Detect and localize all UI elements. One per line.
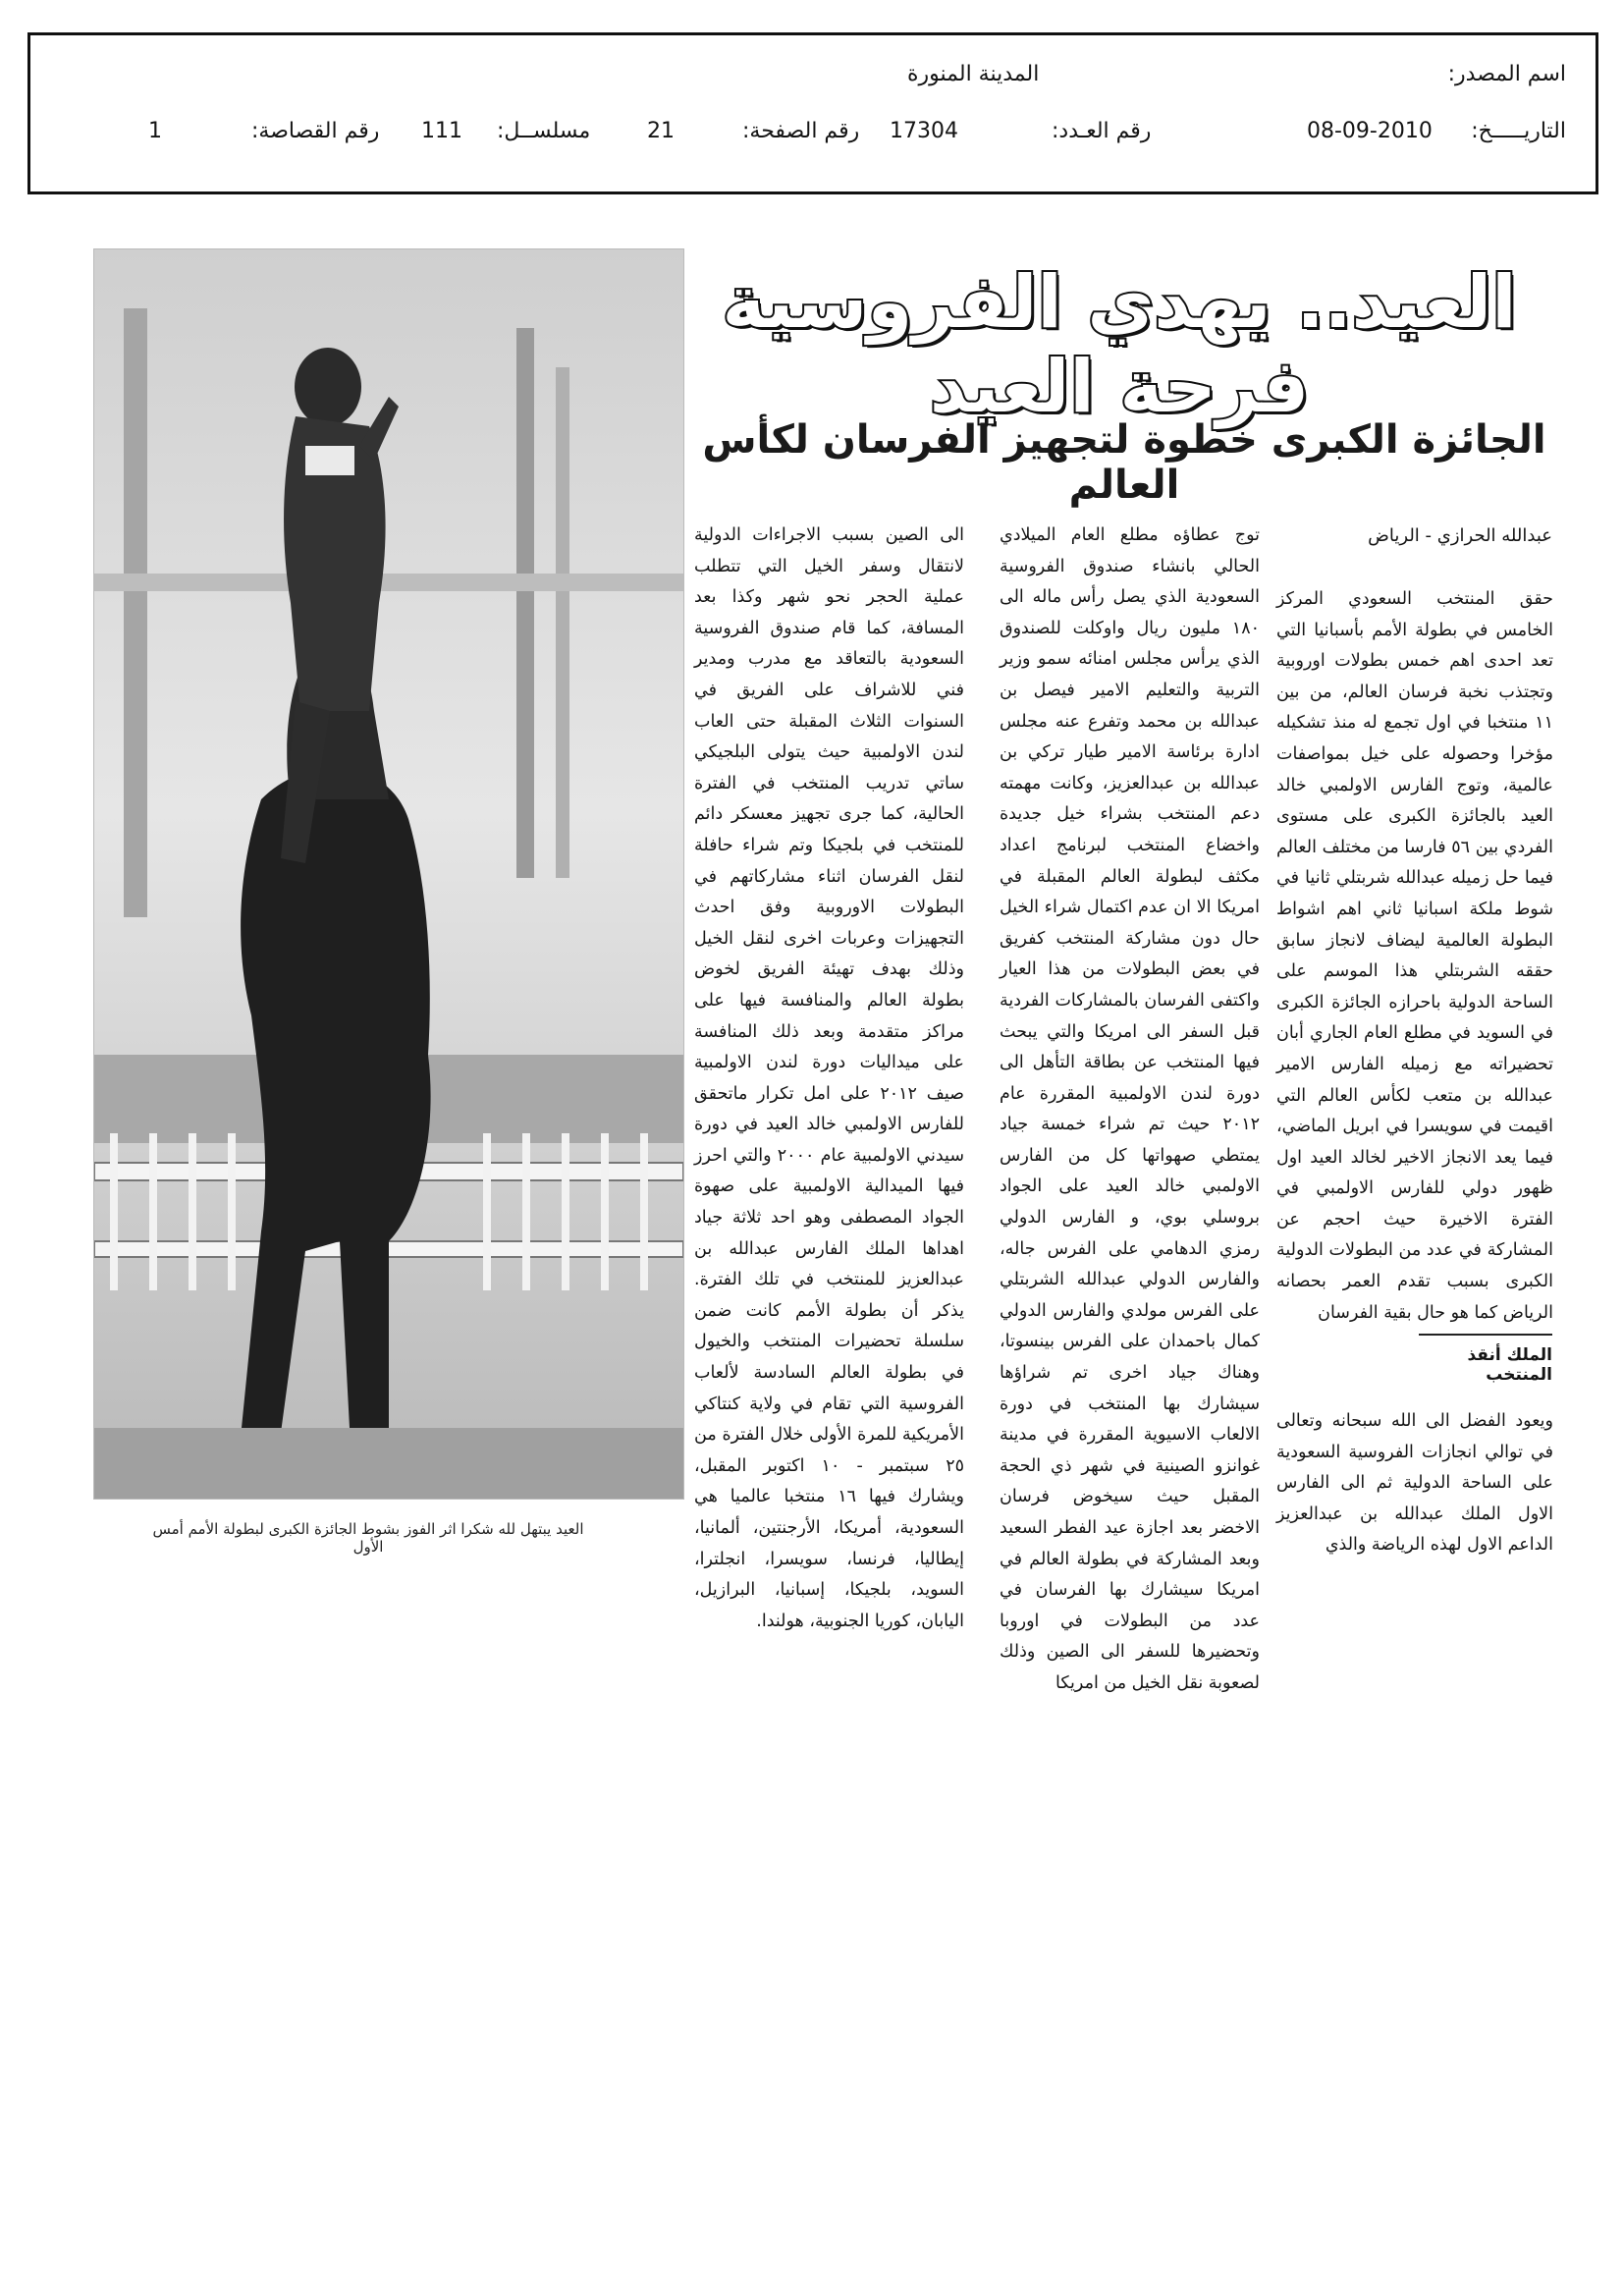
article-subheadline: الجائزة الكبرى خطوة لتجهيز الفرسان لكأس العالم [702,417,1546,508]
source-value: المدينة المنورة [907,62,1040,86]
serial-value: 111 [421,119,462,143]
article-byline: عبدالله الحرازي - الرياض [1368,525,1552,546]
article-column-1 [1276,584,1553,1329]
source-label: اسم المصدر: [1447,62,1566,86]
article-headline: العيد.. يهدي الفروسية فرحة العيد [722,260,1517,429]
serial-label: مسلســل: [497,119,591,143]
section-rule [1419,1334,1552,1336]
page-value: 21 [647,119,675,143]
clipping-header [27,32,1598,194]
article-column-1-continued [1276,1406,1553,1561]
section-subheading: الملك أنقذ المنتخب [1467,1345,1552,1385]
page-label: رقم الصفحة: [742,119,860,143]
clip-value: 1 [148,119,162,143]
rider-photo-illustration [94,249,683,1499]
issue-value: 17304 [890,119,958,143]
column-3-text: الى الصين بسبب الاجراءات الدولية لانتقال وسفر الخيل التي تتطلب عملية الحجر نحو شهر وكذا بعد المسافة، كما قام صندوق الفروسية السعودية بالتعاقد مع مدرب ومدير فني للاشراف على الفريق في السنوات الثلاث المقبلة حتى العاب لندن الاولمبية حيث يتولى البلجيكي ساتي تدريب المنتخب في الفترة الحالية، كما جرى تجهيز معسكر دائم للمنتخب في بلجيكا وتم شراء حافلة لنقل الفرسان اثناء مشاركاتهم في البطولات الاوروبية وفق احدث التجهيزات وعربات اخرى لنقل الخيل وذلك بهدف تهيئة الفريق لخوض بطولة العالم والمنافسة فيها على مراكز متقدمة وبعد ذلك المنافسة على ميداليات دورة لندن الاولمبية صيف ٢٠١٢ على امل تكرار ماتحقق للفارس الاولمبي خالد العيد في دورة سيدني الاولمبية عام ٢٠٠٠ والتي احرز فيها الميدالية الاولمبية على صهوة الجواد المصطفى وهو احد ثلاثة جياد اهداها الملك الفارس عبدالله بن عبدالعزيز للمنتخب في تلك الفترة. يذكر أن بطولة الأمم كانت ضمن سلسلة تحضيرات المنتخب والخيول في بطولة العالم السادسة لألعاب الفروسية التي تقام في ولاية كنتاكي الأمريكية للمرة الأولى خلال الفترة من ٢٥ سبتمبر - ١٠ اكتوبر المقبل، ويشارك فيها ١٦ منتخبا عالميا هي السعودية، أمريكا، الأرجنتين، ألمانيا، إيطاليا، فرنسا، سويسرا، انجلترا، السويد، بلجيكا، إسبانيا، البرازيل، اليابان، كوريا الجنوبية، هولندا. [694,525,965,1631]
issue-label: رقم العـدد: [1052,119,1152,143]
article-column-2 [1000,520,1260,1700]
photo-caption: العيد يبتهل لله شكرا اثر الفوز بشوط الجائزة الكبرى لبطولة الأمم أمس الأول [152,1520,584,1556]
date-value: 08-09-2010 [1307,119,1433,143]
column-2-text: توج عطاؤه مطلع العام الميلادي الحالي بانشاء صندوق الفروسية السعودية الذي يصل رأس ماله الى ١٨٠ مليون ريال واوكلت للصندوق الذي يرأس مجلس امنائه سمو وزير التربية والتعليم الامير فيصل بن عبدالله بن محمد وتفرع عنه مجلس ادارة برئاسة الامير طيار تركي بن عبدالله بن عبدالعزيز، وكانت مهمته دعم المنتخب بشراء خيل جديدة واخضاع المنتخب لبرنامج اعداد مكثف لبطولة العالم المقبلة في امريكا الا ان عدم اكتمال شراء الخيل حال دون مشاركة المنتخب كفريق في بعض البطولات من هذا العيار واكتفى الفرسان بالمشاركات الفردية قبل السفر الى امريكا والتي يبحث فيها المنتخب عن بطاقة التأهل الى دورة لندن الاولمبية المقررة عام ٢٠١٢ حيث تم شراء خمسة جياد يمتطي صهواتها كل من الفارس الاولمبي خالد العيد على الجواد بروسلي بوي، و الفارس الدولي رمزي الدهامي على الفرس جاله، والفارس الدولي عبدالله الشربتلي على الفرس مولدي والفارس الدولي كمال باحمدان على الفرس بينسوتا، وهناك جياد اخرى تم شراؤها سيشارك بها المنتخب في دورة الالعاب الاسيوية المقررة في مدينة غوانزو الصينية في شهر ذي الحجة المقبل حيث سيخوض فرسان الاخضر بعد اجازة عيد الفطر السعيد وبعد المشاركة في بطولة العالم في امريكا سيشارك بها الفرسان في عدد من البطولات في اوروبا وتحضيرها للسفر الى الصين وذلك لصعوبة نقل الخيل من امريكا [1000,525,1260,1693]
column-1b-text: ويعود الفضل الى الله سبحانه وتعالى في توالي انجازات الفروسية السعودية على الساحة الدولية ثم الى الفارس الاول الملك عبدالله بن عبدالعزيز الداعم الاول لهذه الرياضة والذي [1276,1411,1553,1556]
clip-label: رقم القصاصة: [251,119,380,143]
date-label: التاريـــــخ: [1471,119,1566,143]
article-photo [93,248,684,1500]
article-column-3 [694,520,964,1637]
column-1-text: حقق المنتخب السعودي المركز الخامس في بطولة الأمم بأسبانيا التي تعد احدى اهم خمس بطولات اوروبية وتجتذب نخبة فرسان العالم، من بين ١١ منتخبا في اول تجمع له منذ تشكيله مؤخرا وحصوله على خيل بمواصفات عالمية، وتوج الفارس الاولمبي خالد العيد بالجائزة الكبرى على مستوى الفردي بين ٥٦ فارسا من مختلف العالم فيما حل زميله عبدالله شربتلي ثانيا في شوط ملكة اسبانيا ثاني اهم اشواط البطولة العالمية ليضاف لانجاز سابق حققه الشربتلي هذا الموسم على الساحة الدولية باحرازه الجائزة الكبرى في السويد في مطلع العام الجاري أبان تحضيراته مع زميله الفارس الامير عبدالله بن متعب لكأس العالم التي اقيمت في سويسرا في ابريل الماضي، فيما يعد الانجاز الاخير لخالد العيد اول ظهور دولي للفارس الاولمبي في الفترة الاخيرة حيث احجم عن المشاركة في عدد من البطولات الدولية الكبرى بسبب تقدم العمر بحصانه الرياض كما هو حال بقية الفرسان [1276,589,1553,1323]
